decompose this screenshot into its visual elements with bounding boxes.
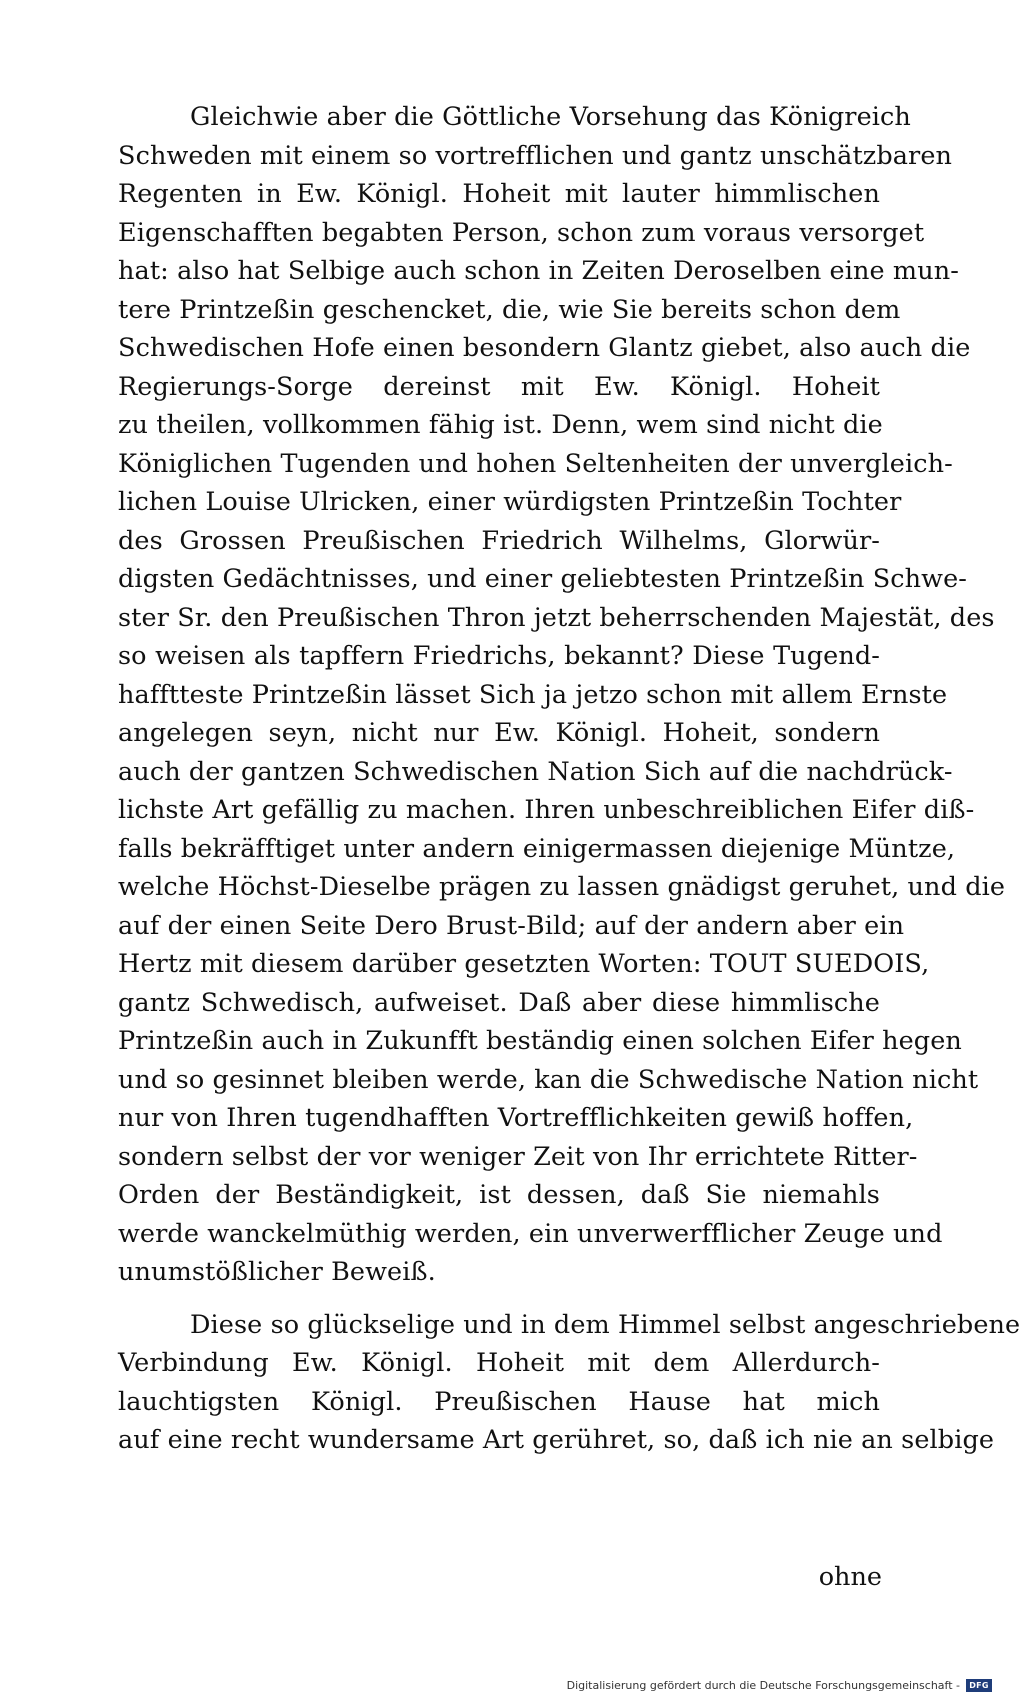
text-line: Eigenschafften begabten Person, schon zum voraus versorget xyxy=(118,217,925,248)
text-line: Königlichen Tugenden und hohen Seltenheiten der unvergleich- xyxy=(118,448,953,479)
body-text xyxy=(118,98,1020,1460)
text-line: sondern selbst der vor weniger Zeit von Ihr errichtete Ritter- xyxy=(118,1141,918,1172)
text-line: so weisen als tapffern Friedrichs, bekannt? Diese Tugend- xyxy=(118,641,880,671)
text-line: und so gesinnet bleiben werde, kan die Schwedische Nation nicht xyxy=(118,1064,979,1095)
text-line: werde wanckelmüthig werden, ein unverwerfflicher Zeuge und xyxy=(118,1218,943,1249)
text-line: hafftteste Printzeßin lässet Sich ja jetzo schon mit allem Ernste xyxy=(118,679,948,710)
text-line: Orden der Beständigkeit, ist dessen, daß Sie niemahls xyxy=(118,1180,880,1210)
text-line: auch der gantzen Schwedischen Nation Sich auf die nachdrück- xyxy=(118,756,953,787)
text-line: Schweden mit einem so vortrefflichen und gantz unschätzbaren xyxy=(118,140,953,171)
text-line: lauchtigsten Königl. Preußischen Hause hat mich xyxy=(118,1386,880,1417)
text-line: Diese so glückselige und in dem Himmel selbst angeschriebene xyxy=(190,1309,1020,1340)
digitization-credit xyxy=(567,1679,992,1692)
text-line: gantz Schwedisch, aufweiset. Daß aber diese himmlische xyxy=(118,987,880,1018)
catchword: ohne xyxy=(818,1562,882,1592)
text-line: lichen Louise Ulricken, einer würdigsten Printzeßin Tochter xyxy=(118,487,902,517)
text-line: Regenten in Ew. Königl. Hoheit mit lauter himmlischen xyxy=(118,179,880,209)
text-line: Hertz mit diesem darüber gesetzten Worten: TOUT SUEDOIS, xyxy=(118,949,930,979)
text-line: Printzeßin auch in Zukunfft beständig einen solchen Eifer hegen xyxy=(118,1026,962,1056)
text-line: des Grossen Preußischen Friedrich Wilhelms, Glorwür- xyxy=(118,525,880,556)
text-line: lichste Art gefällig zu machen. Ihren unbeschreiblichen Eifer diß- xyxy=(118,795,975,825)
text-line: tere Printzeßin geschencket, die, wie Sie bereits schon dem xyxy=(118,294,901,325)
text-line: hat: also hat Selbige auch schon in Zeiten Deroselben eine mun- xyxy=(118,256,959,286)
text-line: auf der einen Seite Dero Brust-Bild; auf der andern aber ein xyxy=(118,910,905,941)
text-line: Gleichwie aber die Göttliche Vorsehung das Königreich xyxy=(190,102,911,132)
text-line: falls bekräfftiget unter andern einigermassen diejenige Müntze, xyxy=(118,833,956,864)
text-line: Regierungs-Sorge dereinst mit Ew. Königl. Hoheit xyxy=(118,371,880,402)
text-line: digsten Gedächtnisses, und einer geliebtesten Printzeßin Schwe- xyxy=(118,564,968,594)
text-line: ster Sr. den Preußischen Thron jetzt beherrschenden Majestät, des xyxy=(118,602,995,633)
text-line: unumstößlicher Beweiß. xyxy=(118,1257,436,1287)
text-line: welche Höchst-Dieselbe prägen zu lassen gnädigst geruhet, und die xyxy=(118,872,1006,902)
text-line: zu theilen, vollkommen fähig ist. Denn, wem sind nicht die xyxy=(118,410,883,440)
credit-text: Digitalisierung gefördert durch die Deutsche Forschungsgemeinschaft - xyxy=(566,1679,960,1692)
text-line: nur von Ihren tugendhafften Vortrefflichkeiten gewiß hoffen, xyxy=(118,1103,914,1133)
text-line: Schwedischen Hofe einen besondern Glantz giebet, also auch die xyxy=(118,333,971,363)
dfg-logo: DFG xyxy=(966,1679,992,1692)
text-line: angelegen seyn, nicht nur Ew. Königl. Hoheit, sondern xyxy=(118,718,880,748)
text-line: auf eine recht wundersame Art gerühret, so, daß ich nie an selbige xyxy=(118,1425,995,1455)
text-line: Verbindung Ew. Königl. Hoheit mit dem Allerdurch- xyxy=(118,1348,880,1378)
